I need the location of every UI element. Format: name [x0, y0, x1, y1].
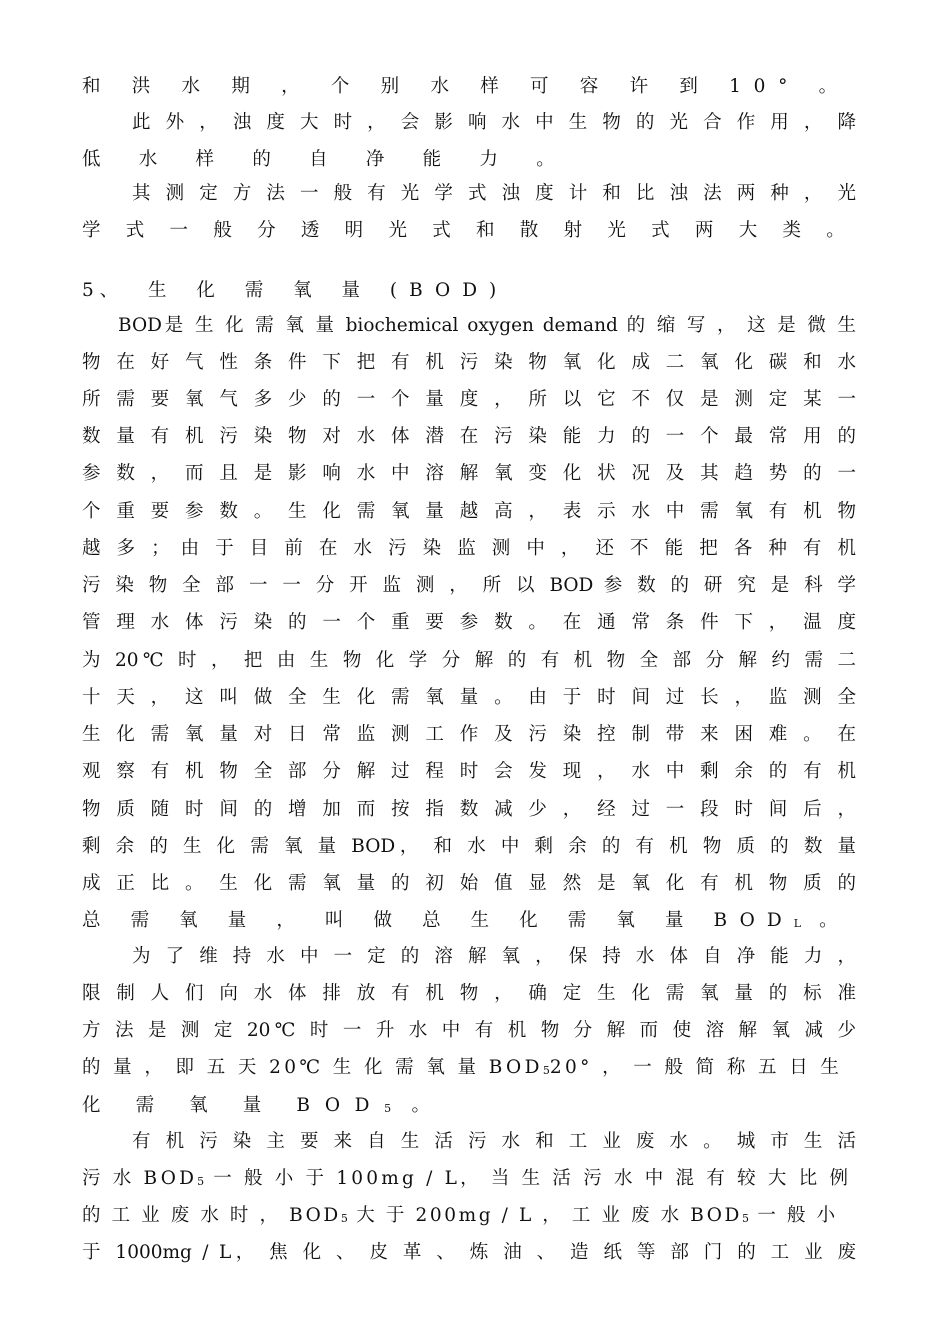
- paragraph-line: 剩 余 的 生 化 需 氧 量 BOD， 和 水 中 剩 余 的 有 机 物 质 的 数 量: [82, 836, 856, 857]
- paragraph-line: 所 需 要 氧 气 多 少 的 一 个 量 度 ， 所 以 它 不 仅 是 测 定 某 一: [82, 389, 856, 410]
- paragraph-line: 越 多 ； 由 于 目 前 在 水 污 染 监 测 中 ， 还 不 能 把 各 种 有 机: [82, 538, 856, 559]
- paragraph-line: 和 洪 水 期 ， 个 别 水 样 可 容 许 到 10° 。: [82, 76, 850, 97]
- paragraph-line: 学 式 一 般 分 透 明 光 式 和 散 射 光 式 两 大 类 。: [82, 220, 855, 241]
- subscript: 5: [741, 1212, 749, 1225]
- paragraph-line: 参 数 ， 而 且 是 影 响 水 中 溶 解 氧 变 化 状 况 及 其 趋 势 的 一: [82, 463, 856, 484]
- paragraph-line: [82, 906, 856, 936]
- paragraph-line: 数 量 有 机 污 染 物 对 水 体 潜 在 污 染 能 力 的 一 个 最 常 用 的: [82, 426, 856, 447]
- paragraph-line: 个 重 要 参 数 。 生 化 需 氧 量 越 高 ， 表 示 水 中 需 氧 有 机 物: [82, 501, 856, 522]
- paragraph-line: 管 理 水 体 污 染 的 一 个 重 要 参 数 。 在 通 常 条 件 下 ， 温 度: [82, 612, 856, 633]
- paragraph-line: 物 在 好 气 性 条 件 下 把 有 机 污 染 物 氧 化 成 二 氧 化 碳 和 水: [82, 352, 856, 373]
- paragraph-line: [82, 1201, 856, 1231]
- paragraph-line: 有 机 污 染 主 要 来 自 生 活 污 水 和 工 业 废 水 。 城 市 生 活: [132, 1131, 856, 1152]
- line-text: 大 于 200mg / L ， 工 业 废 水 BOD: [347, 1205, 742, 1226]
- paragraph-line: 污 染 物 全 部 一 一 分 开 监 测 ， 所 以 BOD 参 数 的 研 究 是 科 学: [82, 575, 856, 596]
- line-text: 。: [391, 1095, 445, 1116]
- section-heading: [82, 276, 508, 306]
- paragraph-line: [82, 1053, 856, 1083]
- paragraph-line: 为 了 维 持 水 中 一 定 的 溶 解 氧 ， 保 持 水 体 自 净 能 力 ，: [132, 946, 856, 967]
- paragraph-line: 成 正 比 。 生 化 需 氧 量 的 初 始 值 显 然 是 氧 化 有 机 物 质 的: [82, 873, 856, 894]
- subscript: L: [793, 917, 802, 930]
- line-text: 总 需 氧 量 ， 叫 做 总 生 化 需 氧 量 BOD: [82, 910, 794, 931]
- paragraph-line: 生 化 需 氧 量 对 日 常 监 测 工 作 及 污 染 控 制 带 来 困 难 。 在: [82, 724, 856, 745]
- paragraph-line: [82, 1164, 856, 1194]
- paragraph-line: 低 水 样 的 自 净 能 力 。: [82, 149, 571, 170]
- line-text: 20° ， 一 般 简 称 五 日 生: [549, 1057, 843, 1078]
- line-text: 的 工 业 废 水 时 ， BOD: [82, 1205, 341, 1226]
- subscript: 5: [542, 1064, 550, 1077]
- paragraph-line: 此 外 ， 浊 度 大 时 ， 会 影 响 水 中 生 物 的 光 合 作 用 ， 降: [132, 112, 856, 133]
- line-text: 的 量 ， 即 五 天 20℃ 生 化 需 氧 量 BOD: [82, 1057, 543, 1078]
- paragraph-line: 其 测 定 方 法 一 般 有 光 学 式 浊 度 计 和 比 浊 法 两 种 ， 光: [132, 183, 856, 204]
- subscript: 5: [340, 1212, 348, 1225]
- paragraph-line: 于 1000mg / L， 焦 化 、 皮 革 、 炼 油 、 造 纸 等 部 门 的 工 业 废: [82, 1242, 856, 1263]
- paragraph-line: 限 制 人 们 向 水 体 排 放 有 机 物 ， 确 定 生 化 需 氧 量 的 标 准: [82, 983, 856, 1004]
- paragraph-line: 十 天 ， 这 叫 做 全 生 化 需 氧 量 。 由 于 时 间 过 长 ， 监 测 全: [82, 687, 856, 708]
- paragraph-line: BOD是 生 化 需 氧 量 biochemical oxygen demand 的 缩 写 ， 这 是 微 生: [118, 315, 856, 336]
- paragraph-line: 方 法 是 测 定 20℃ 时 一 升 水 中 有 机 物 分 解 而 使 溶 解 氧 减 少: [82, 1020, 856, 1041]
- subscript: 5: [197, 1175, 205, 1188]
- line-text: 。: [801, 910, 850, 931]
- section-title: 生 化 需 氧 量 (BOD): [148, 280, 509, 301]
- paragraph-line: [82, 1091, 856, 1121]
- paragraph-line: 为 20℃ 时 ， 把 由 生 物 化 学 分 解 的 有 机 物 全 部 分 解 约 需 二: [82, 650, 856, 671]
- paragraph-line: 物 质 随 时 间 的 增 加 而 按 指 数 减 少 ， 经 过 一 段 时 间 后 ，: [82, 799, 856, 820]
- line-text: 一 般 小: [748, 1205, 838, 1226]
- section-number: 5 、: [82, 280, 119, 301]
- line-text: 化 需 氧 量 BOD: [82, 1095, 385, 1116]
- line-text: 污 水 BOD: [82, 1168, 198, 1189]
- subscript: 5: [384, 1102, 392, 1115]
- line-text: 一 般 小 于 100mg / L， 当 生 活 污 水 中 混 有 较 大 比 例: [204, 1168, 852, 1189]
- paragraph-line: 观 察 有 机 物 全 部 分 解 过 程 时 会 发 现 ， 水 中 剩 余 的 有 机: [82, 761, 856, 782]
